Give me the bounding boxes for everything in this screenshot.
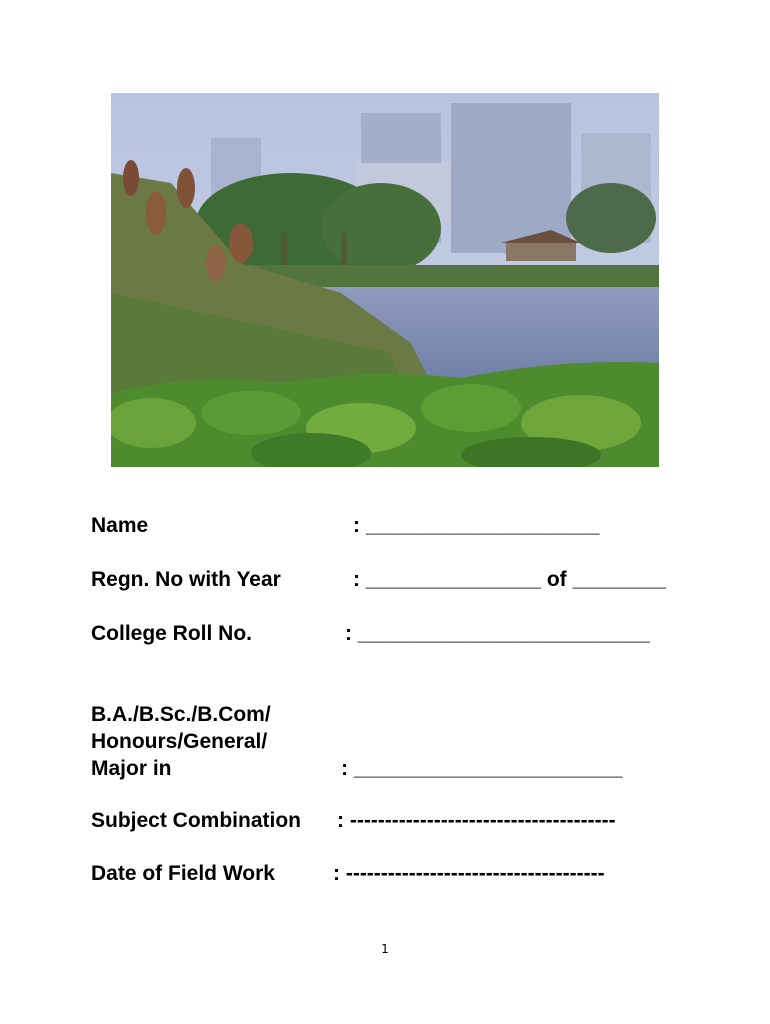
course-label-line-3: Major in (91, 757, 172, 780)
date-field-row (91, 862, 605, 934)
lake-landscape-photo (111, 93, 659, 467)
roll-field-row (91, 622, 650, 694)
date-blank: : ------------------------------------- (333, 862, 605, 885)
date-label: Date of Field Work (91, 862, 275, 885)
course-label-line-1: B.A./B.Sc./B.Com/ (91, 703, 271, 726)
regn-blank: : _______________ of ________ (353, 568, 666, 591)
name-blank: : ____________________ (353, 514, 600, 537)
regn-label: Regn. No with Year (91, 568, 281, 591)
name-label: Name (91, 514, 149, 537)
roll-label: College Roll No. (91, 622, 253, 645)
roll-blank: : _________________________ (345, 622, 650, 645)
subject-blank: : -------------------------------------- (337, 809, 616, 832)
course-blank: : _______________________ (341, 757, 623, 780)
subject-label: Subject Combination (91, 809, 301, 832)
page-number: 1 (381, 942, 389, 956)
course-label-line-2: Honours/General/ (91, 730, 268, 753)
